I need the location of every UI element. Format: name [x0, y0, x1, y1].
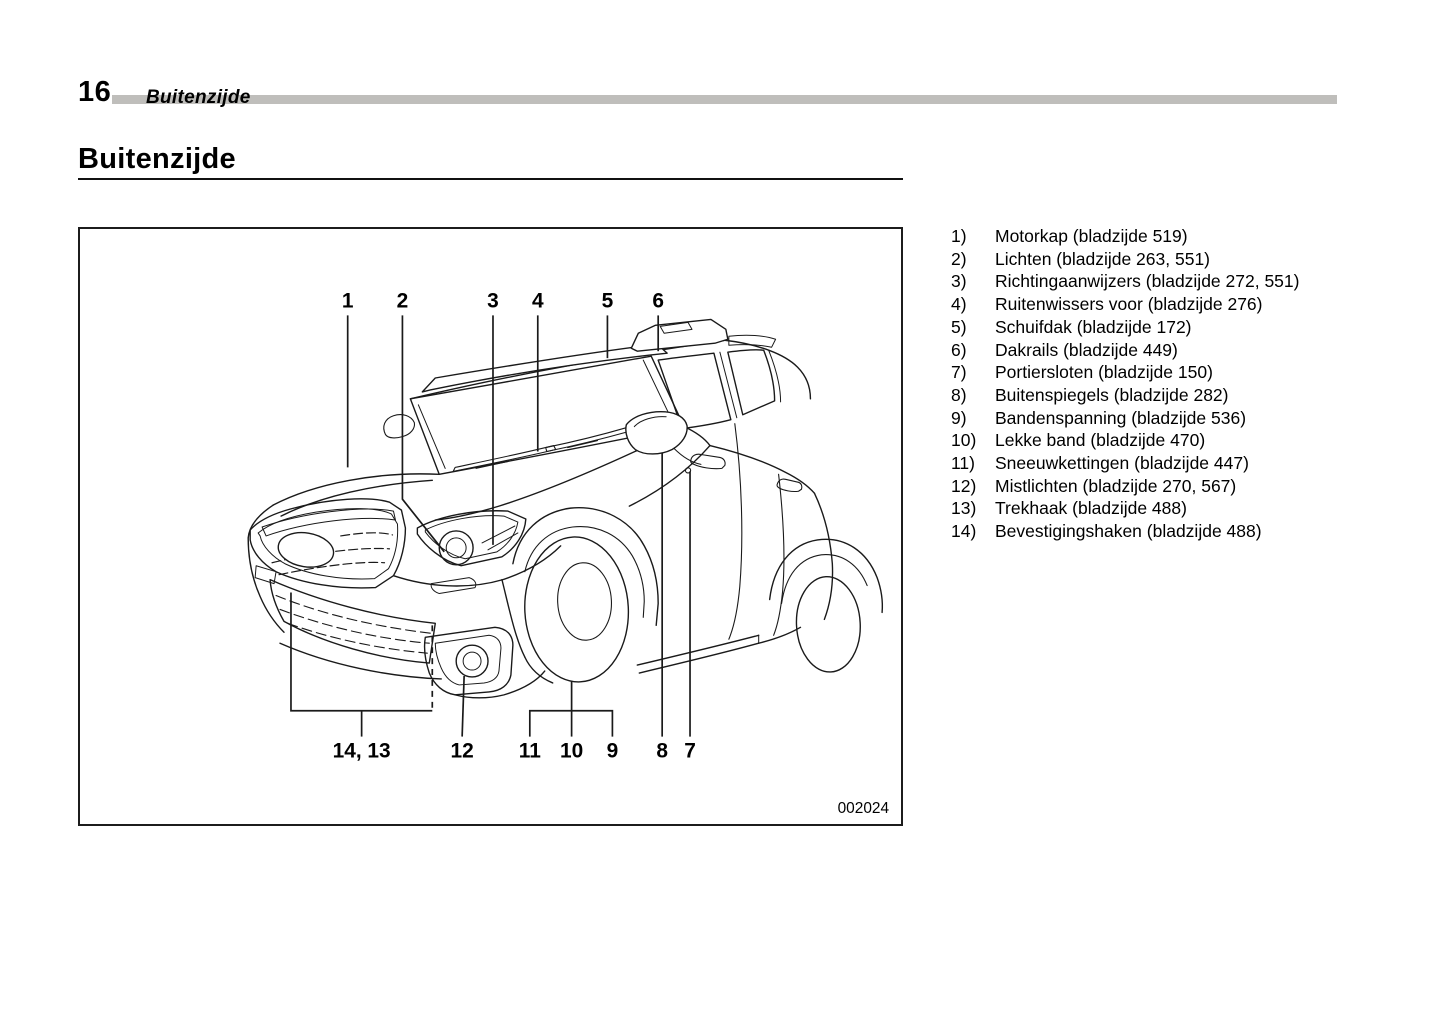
legend-item-text: Lichten (bladzijde 263, 551)	[995, 248, 1211, 269]
body-side	[629, 424, 832, 673]
legend-item-text: Lekke band (bladzijde 470)	[995, 430, 1206, 451]
legend-item-text: Bevestigingshaken (bladzijde 488)	[995, 521, 1262, 542]
legend-item-number: 4)	[951, 294, 967, 315]
page-title: Buitenzijde	[78, 143, 236, 175]
legend-item	[951, 429, 1299, 452]
legend-item	[951, 384, 1299, 407]
legend-item	[951, 475, 1299, 498]
title-underline	[78, 178, 903, 180]
front-grille	[250, 499, 405, 588]
header-section-label: Buitenzijde	[146, 87, 251, 108]
hood-edge	[273, 474, 439, 505]
legend-item-number: 3)	[951, 271, 967, 292]
legend-item-number: 13)	[951, 498, 977, 519]
legend-item	[951, 293, 1299, 316]
callout-label-5: 5	[601, 289, 614, 313]
legend-item-number: 8)	[951, 384, 967, 405]
callout-label-1: 1	[341, 289, 354, 313]
fog-light	[425, 627, 545, 698]
legend-item	[951, 361, 1299, 384]
legend-item-text: Trekhaak (bladzijde 488)	[995, 498, 1187, 519]
figure-code: 002024	[837, 800, 890, 818]
front-wheel	[502, 508, 658, 685]
callout-label-9: 9	[606, 739, 619, 763]
legend-item-number: 10)	[951, 430, 977, 451]
legend-item	[951, 452, 1299, 475]
legend-item-text: Mistlichten (bladzijde 270, 567)	[995, 475, 1237, 496]
rear-wheel	[770, 539, 883, 673]
callout-label-11: 11	[518, 739, 541, 763]
legend-item-text: Ruitenwissers voor (bladzijde 276)	[995, 294, 1263, 315]
quarter-window	[728, 350, 775, 415]
legend-item-number: 6)	[951, 339, 967, 360]
legend-item-number: 11)	[951, 453, 975, 474]
callout-label-14-13: 14, 13	[332, 739, 391, 763]
right-mirror	[626, 412, 701, 465]
legend-item	[951, 248, 1299, 271]
car-line-art	[248, 319, 882, 697]
legend-item	[951, 497, 1299, 520]
rail-crossbar-mount	[631, 319, 728, 351]
callout-label-2: 2	[396, 289, 409, 313]
page-number: 16	[78, 76, 112, 108]
legend-item-number: 12)	[951, 475, 977, 496]
windshield-wipers	[453, 428, 628, 472]
callout-label-12: 12	[450, 739, 474, 763]
legend-item-number: 5)	[951, 316, 967, 337]
legend-item-number: 1)	[951, 226, 967, 246]
legend-item-number: 2)	[951, 248, 967, 269]
legend-item	[951, 316, 1299, 339]
header-divider-bar	[112, 95, 1337, 104]
legend-item-number: 9)	[951, 407, 967, 428]
callout-label-3: 3	[487, 289, 499, 313]
legend-item-text: Dakrails (bladzijde 449)	[995, 339, 1178, 360]
legend-item-text: Motorkap (bladzijde 519)	[995, 226, 1188, 246]
legend-item-text: Sneeuwkettingen (bladzijde 447)	[995, 453, 1249, 474]
legend-item-text: Buitenspiegels (bladzijde 282)	[995, 384, 1229, 405]
legend-item	[951, 407, 1299, 430]
brand-badge	[276, 529, 336, 571]
diagram-frame	[78, 227, 903, 826]
legend-item-number: 14)	[951, 521, 977, 542]
legend-item	[951, 339, 1299, 362]
legend-item	[951, 270, 1299, 293]
legend-item-text: Richtingaanwijzers (bladzijde 272, 551)	[995, 271, 1300, 292]
legend-list	[951, 225, 1299, 543]
callout-label-6: 6	[652, 289, 664, 313]
callout-label-10: 10	[559, 739, 584, 763]
legend-item	[951, 225, 1299, 248]
callout-label-8: 8	[656, 739, 668, 763]
legend-item	[951, 520, 1299, 543]
door-handle	[685, 454, 801, 491]
roof-rails	[422, 319, 775, 392]
callout-label-4: 4	[531, 289, 544, 313]
left-mirror	[384, 415, 415, 438]
legend-item-text: Portiersloten (bladzijde 150)	[995, 362, 1213, 383]
legend-item-text: Schuifdak (bladzijde 172)	[995, 316, 1192, 337]
legend-item-text: Bandenspanning (bladzijde 536)	[995, 407, 1247, 428]
vehicle-diagram	[80, 229, 901, 824]
callout-label-7: 7	[684, 739, 696, 763]
legend-item-number: 7)	[951, 362, 967, 383]
